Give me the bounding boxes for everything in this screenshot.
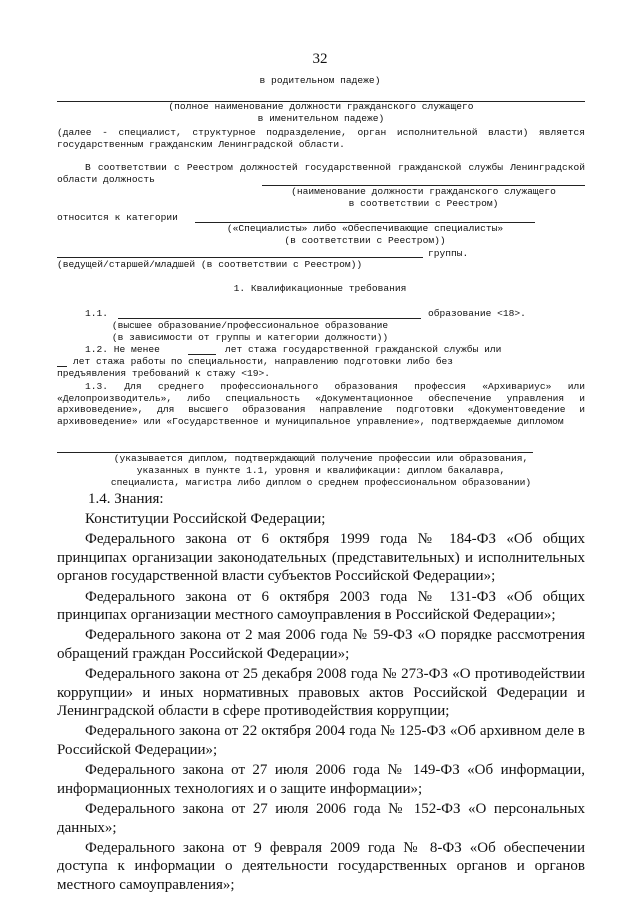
- caption-position-registry-2: в соответствии с Реестром): [348, 198, 499, 209]
- knowledge-item: Федерального закона от 27 июля 2006 года № 152-ФЗ «О персональных данных»;: [57, 801, 585, 836]
- item-1-3: 1.3. Для среднего профессионального образования профессия «Архивариус» или «Делопроизводитель», либо специальность «Документационное обеспечение управления и архивоведение», для высшего образования направление подготовки «Документоведение и архивоведение» или «Государственное и муниципальное управление», подтверждаемые дипломом: [57, 381, 585, 427]
- caption-position-full: (полное наименование должности гражданского служащего: [168, 101, 474, 112]
- item-1-2-line1-b: лет стажа государственной гражданской службы или: [225, 344, 502, 355]
- caption-diploma: (указывается диплом, подтверждающий получение профессии или образования,: [113, 453, 529, 464]
- category-prefix: относится к категории: [57, 212, 178, 223]
- caption-parental-case: в родительном падеже): [259, 75, 381, 86]
- knowledge-item: Федерального закона от 6 октября 2003 года № 131-ФЗ «Об общих принципах организации местного самоуправления в Российской Федерации»;: [57, 588, 585, 624]
- knowledge-item: Федерального закона от 2 мая 2006 года № 59-ФЗ «О порядке рассмотрения обращений граждан Российской Федерации»;: [57, 627, 585, 662]
- blank-group-line: [57, 257, 423, 258]
- knowledge-item: Федерального закона от 9 февраля 2009 года № 8-ФЗ «Об обеспечении доступа к информации о деятельности государственных органов и органов местного самоуправления»;: [57, 839, 585, 893]
- blank-years-2: [57, 366, 67, 367]
- item-1-2-line3: предъявления требований к стажу <19>.: [57, 368, 271, 379]
- knowledge-item: Федерального закона от 22 октября 2004 года № 125-ФЗ «Об архивном деле в Российской Федерации»;: [57, 723, 585, 758]
- knowledge-item: Федерального закона от 27 июля 2006 года № 149-ФЗ «Об информации, информационных технологиях и о защите информации»;: [57, 762, 585, 797]
- registry-sentence: В соответствии с Реестром должностей государственной гражданской службы Ленинградской области должность: [57, 162, 585, 185]
- blank-years-1: [188, 354, 216, 355]
- item-1-2-line1-a: 1.2. Не менее: [85, 344, 160, 355]
- caption-diploma-2: указанных в пункте 1.1, уровня и квалификации: диплом бакалавра,: [136, 465, 506, 476]
- section-title: 1. Квалификационные требования: [233, 283, 407, 294]
- caption-category: («Специалисты» либо «Обеспечивающие специалисты»: [226, 223, 504, 234]
- caption-diploma-3: специалиста, магистра либо диплом о среднем профессиональном образовании): [110, 477, 532, 488]
- caption-position-registry: (наименование должности гражданского служащего: [291, 186, 556, 197]
- item-1-2-line2-a: лет стажа работы по специальности, направлению подготовки либо без: [73, 356, 453, 367]
- group-suffix: группы.: [428, 248, 469, 259]
- item-1-1-prefix: 1.1.: [85, 308, 109, 319]
- caption-education-2: (в зависимости от группы и категории должности)): [111, 332, 389, 343]
- caption-category-2: (в соответствии с Реестром)): [284, 235, 446, 246]
- blank-education-line: [118, 318, 421, 319]
- knowledge-item: Федерального закона от 25 декабря 2008 года № 273-ФЗ «О противодействии коррупции» и иных нормативных правовых актов Российской Федерации и Ленинградской области в сфере противодействия коррупции;: [57, 666, 585, 720]
- item-1-1-suffix: образование <18>.: [428, 308, 526, 319]
- knowledge-list: [57, 510, 585, 896]
- caption-education: (высшее образование/профессиональное образование: [111, 320, 389, 331]
- knowledge-item: Конституции Российской Федерации;: [85, 511, 326, 527]
- caption-position-full-2: в именительном падеже): [257, 113, 385, 124]
- caption-group: (ведущей/старшей/младшей (в соответствии с Реестром)): [57, 259, 363, 270]
- knowledge-heading: 1.4. Знания:: [88, 491, 164, 507]
- specialist-clause: (далее - специалист, структурное подразделение, орган исполнительной власти) является государственным гражданским Ленинградской области.: [57, 127, 585, 150]
- knowledge-item: Федерального закона от 6 октября 1999 года № 184-ФЗ «Об общих принципах организации законодательных (представительных) и исполнительных органов государственной власти субъектов Российской Федерации»;: [57, 531, 585, 585]
- page-number: 32: [312, 51, 328, 67]
